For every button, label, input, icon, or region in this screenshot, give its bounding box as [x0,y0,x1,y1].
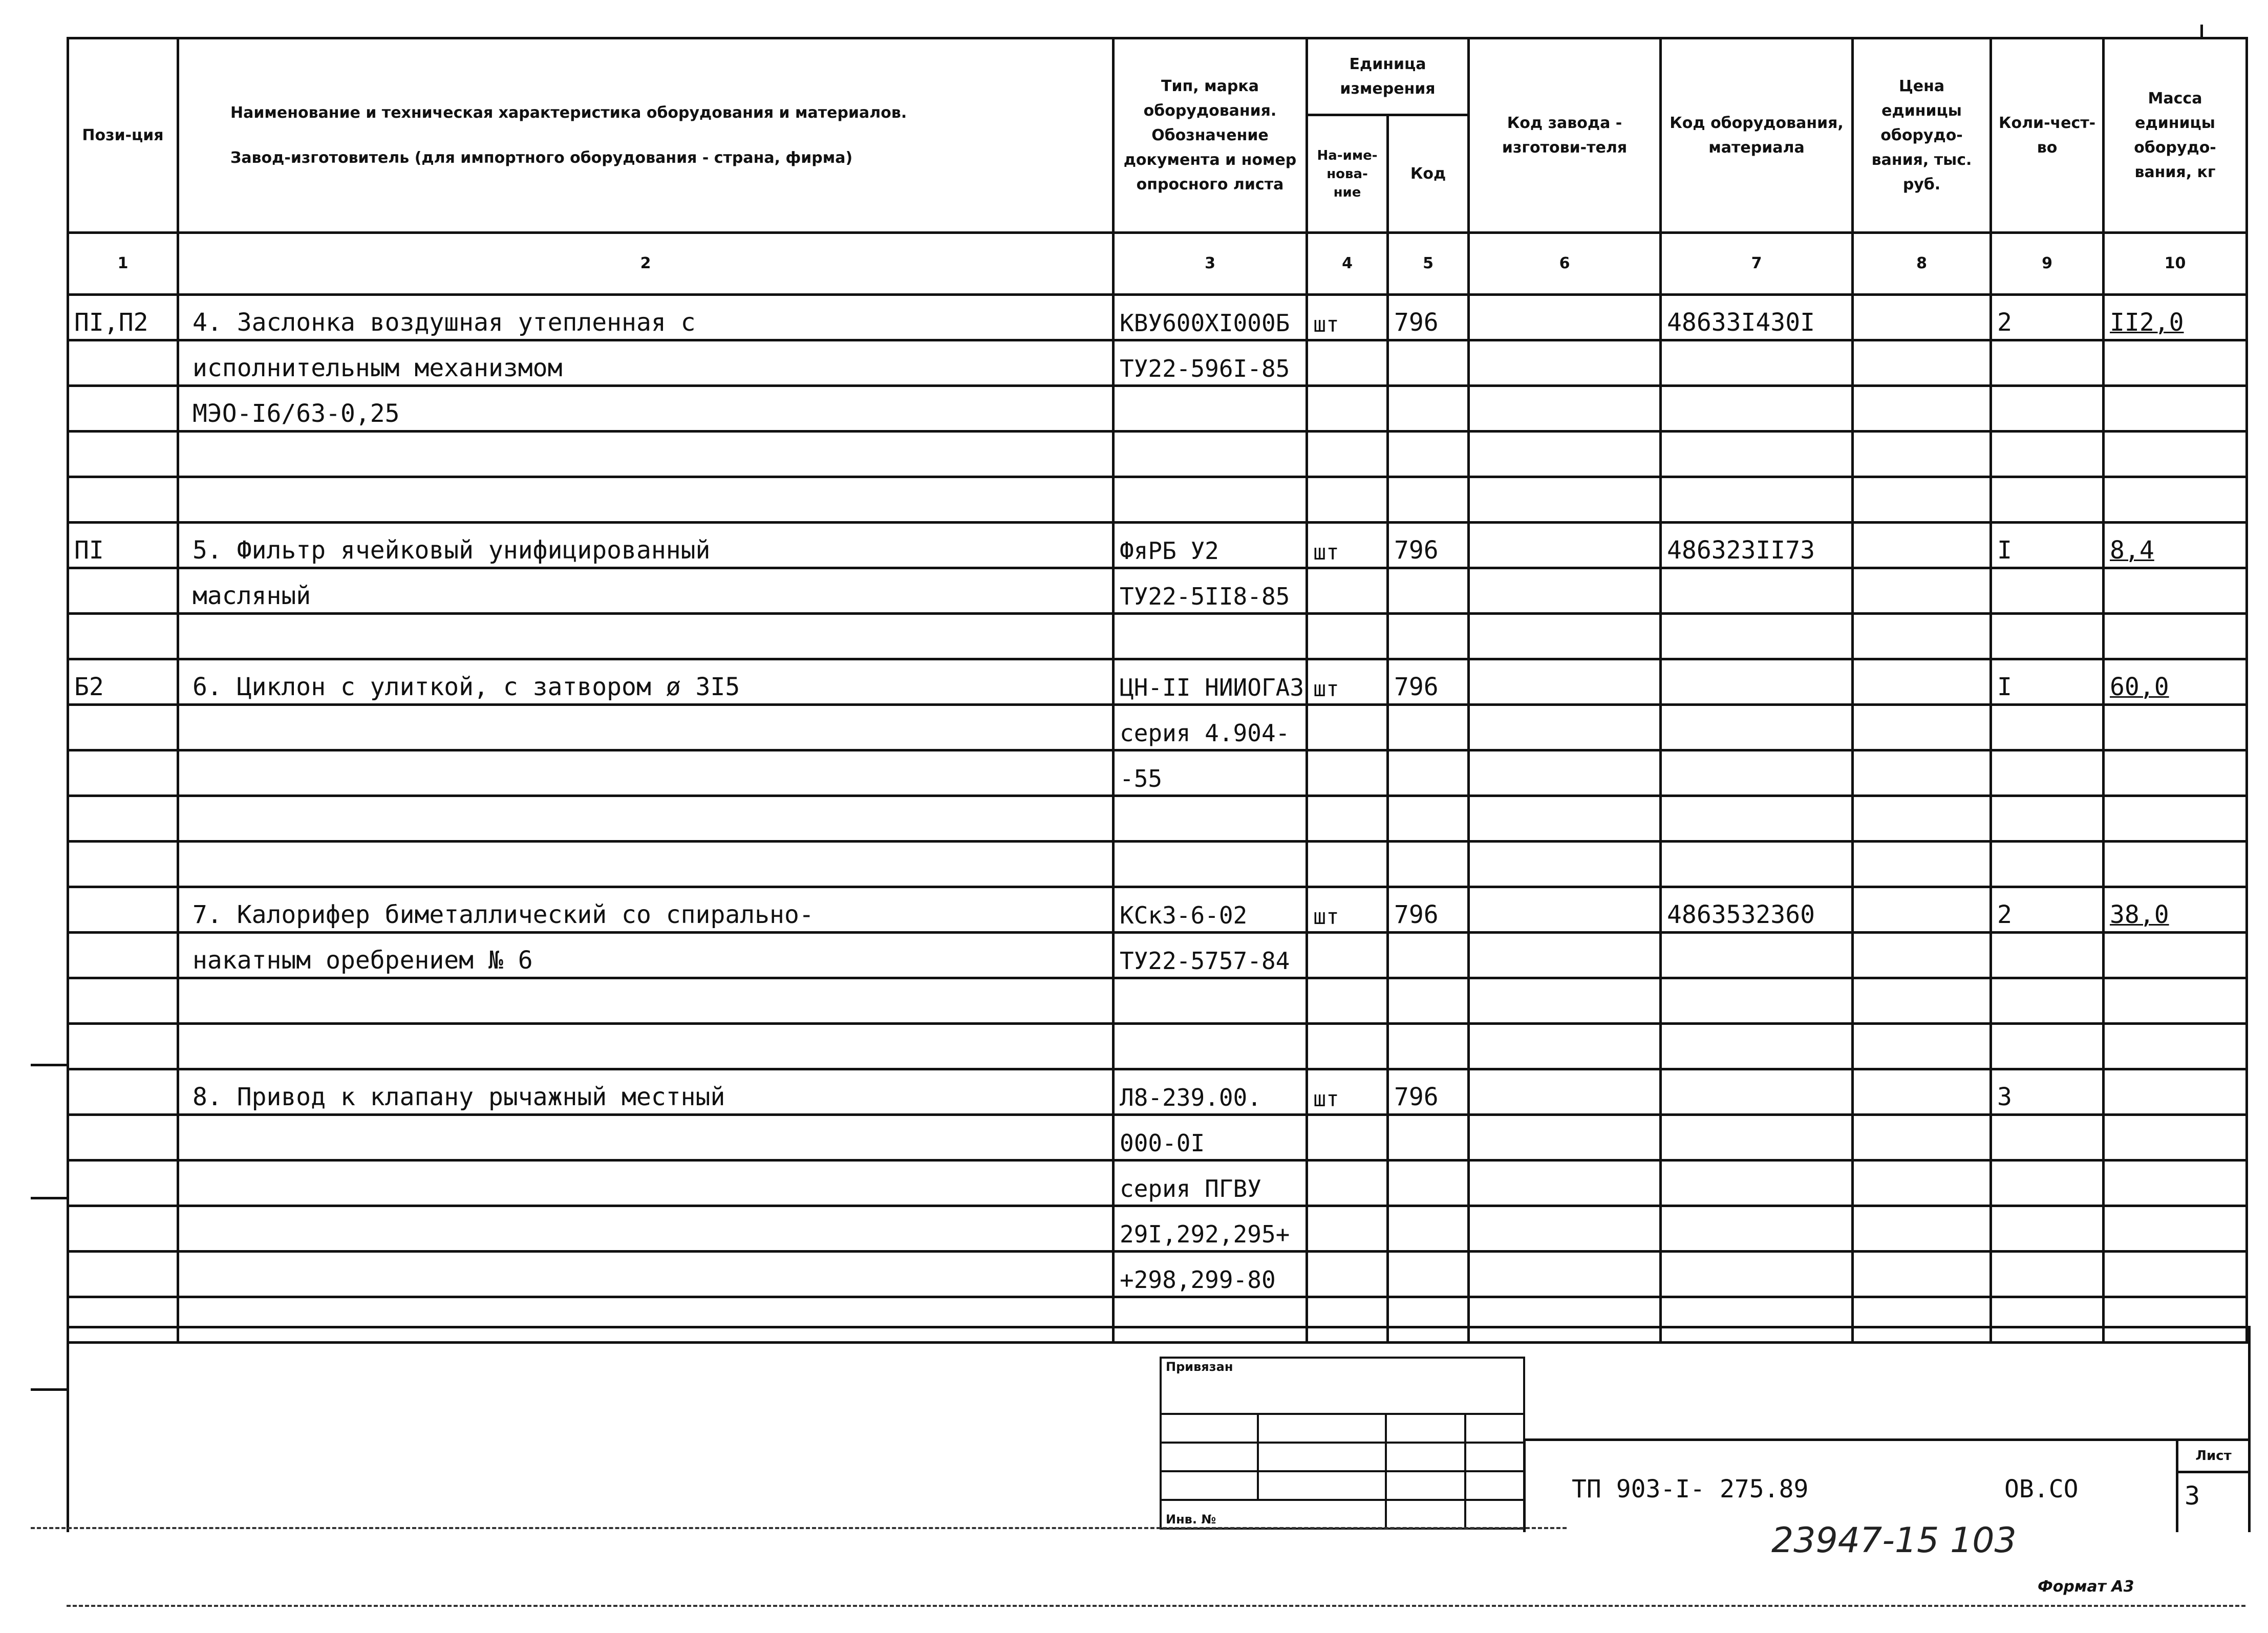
row-equipment-code: 48633I430I [1661,295,1853,340]
column-number-row [68,233,2247,295]
row-factory-code [1469,705,1661,750]
specification-body [68,295,2247,1343]
column-number: 9 [1991,233,2104,295]
row-quantity [1991,340,2104,386]
row-type: ЦН-II НИИОГАЗ [1114,659,1307,705]
row-type: 000-0I [1114,1115,1307,1161]
row-unit [1307,340,1388,386]
row-name [178,842,1114,887]
column-number: 6 [1469,233,1661,295]
row-quantity [1991,978,2104,1024]
document-code: ТП 903-I- 275.89 [1572,1475,1809,1503]
row-position [68,705,178,750]
row-position [68,842,178,887]
table-row [68,523,2247,568]
row-mass [2104,1206,2247,1252]
row-quantity [1991,386,2104,432]
row-name: 6. Циклон с улиткой, с затвором ø 3I5 [178,659,1114,705]
row-type: -55 [1114,750,1307,796]
row-mass [2104,432,2247,477]
table-row [68,432,2247,477]
row-equipment-code [1661,386,1853,432]
row-unit: шт [1307,887,1388,933]
row-factory-code [1469,340,1661,386]
row-price [1853,659,1991,705]
table-row [68,1206,2247,1252]
row-name [178,477,1114,523]
row-unit-code [1388,933,1469,978]
row-mass: II2,0 [2104,295,2247,340]
header-name-line2: Завод-изготовитель (для импортного оборудования - страна, фирма) [230,148,853,167]
cut-line [67,1605,2245,1607]
row-unit [1307,933,1388,978]
row-price [1853,1206,1991,1252]
row-price [1853,614,1991,659]
row-unit-code [1388,1161,1469,1206]
row-name: исполнительным механизмом [178,340,1114,386]
row-price [1853,842,1991,887]
corner-tick [2200,25,2203,37]
row-type [1114,796,1307,842]
row-mass [2104,796,2247,842]
row-unit [1307,1252,1388,1297]
row-mass [2104,933,2247,978]
row-unit [1307,568,1388,614]
row-quantity [1991,1161,2104,1206]
row-name [178,1252,1114,1297]
row-mass [2104,1024,2247,1069]
row-unit-code [1388,568,1469,614]
row-type [1114,432,1307,477]
row-equipment-code [1661,978,1853,1024]
row-factory-code [1469,1252,1661,1297]
row-equipment-code [1661,432,1853,477]
header-factory-code: Код завода - изготови-теля [1469,38,1661,233]
row-price [1853,705,1991,750]
row-unit-code [1388,978,1469,1024]
row-type: 29I,292,295+ [1114,1206,1307,1252]
sheet-number: 3 [2185,1481,2200,1511]
table-row [68,887,2247,933]
row-name [178,705,1114,750]
row-mass [2104,842,2247,887]
row-unit [1307,796,1388,842]
row-unit: шт [1307,659,1388,705]
row-quantity [1991,477,2104,523]
row-unit [1307,750,1388,796]
row-unit [1307,1206,1388,1252]
row-unit-code [1388,614,1469,659]
row-name: накатным оребрением № 6 [178,933,1114,978]
table-row [68,1252,2247,1297]
row-factory-code [1469,523,1661,568]
row-mass [2104,1069,2247,1115]
row-mass [2104,340,2247,386]
row-quantity: 3 [1991,1069,2104,1115]
row-unit [1307,1024,1388,1069]
header-mass: Масса единицы оборудо-вания, кг [2104,38,2247,233]
column-number: 10 [2104,233,2247,295]
row-quantity [1991,705,2104,750]
row-name: масляный [178,568,1114,614]
row-quantity [1991,842,2104,887]
row-unit-code: 796 [1388,659,1469,705]
column-number: 2 [178,233,1114,295]
row-equipment-code [1661,933,1853,978]
row-price [1853,340,1991,386]
row-equipment-code [1661,659,1853,705]
row-position [68,796,178,842]
header-unit-group: Единица измерения [1307,38,1469,115]
row-equipment-code [1661,477,1853,523]
row-name [178,978,1114,1024]
row-equipment-code [1661,705,1853,750]
row-unit [1307,842,1388,887]
row-quantity [1991,1206,2104,1252]
row-position: ПI [68,523,178,568]
table-row [68,1069,2247,1115]
table-row [68,614,2247,659]
sheet-box [2176,1441,2251,1532]
row-factory-code [1469,568,1661,614]
row-type: КСк3-6-02 [1114,887,1307,933]
row-quantity [1991,432,2104,477]
row-equipment-code [1661,568,1853,614]
approval-stamp [1160,1357,1525,1530]
margin-tick [31,1197,67,1199]
row-quantity [1991,750,2104,796]
bottom-trim-line [31,1527,1567,1529]
row-type [1114,978,1307,1024]
header-unit-code: Код [1388,115,1469,233]
row-position [68,978,178,1024]
section-code: ОВ.СО [2004,1475,2079,1503]
row-name [178,796,1114,842]
row-quantity [1991,933,2104,978]
row-position [68,614,178,659]
row-price [1853,750,1991,796]
row-factory-code [1469,386,1661,432]
row-unit-code [1388,1206,1469,1252]
table-row [68,477,2247,523]
row-type [1114,477,1307,523]
row-factory-code [1469,614,1661,659]
row-unit-code: 796 [1388,523,1469,568]
row-quantity: I [1991,659,2104,705]
row-equipment-code [1661,842,1853,887]
row-position [68,933,178,978]
header-type: Тип, марка оборудования. Обозначение документа и номер опросного листа [1114,38,1307,233]
column-number: 1 [68,233,178,295]
row-quantity [1991,1024,2104,1069]
row-factory-code [1469,1161,1661,1206]
row-type: серия 4.904- [1114,705,1307,750]
table-row [68,340,2247,386]
row-mass [2104,614,2247,659]
table-row [68,933,2247,978]
row-equipment-code [1661,750,1853,796]
row-unit-code [1388,796,1469,842]
stamp-linked-label: Привязан [1161,1358,1524,1414]
row-factory-code [1469,887,1661,933]
row-unit-code: 796 [1388,1069,1469,1115]
row-mass: 8,4 [2104,523,2247,568]
row-unit-code [1388,1115,1469,1161]
row-type: Л8-239.00. [1114,1069,1307,1115]
header-unit-name: На-име-нова-ние [1307,115,1388,233]
row-price [1853,796,1991,842]
row-unit-code [1388,386,1469,432]
row-type [1114,842,1307,887]
row-position [68,887,178,933]
row-position [68,1115,178,1161]
row-type [1114,614,1307,659]
row-name [178,750,1114,796]
row-unit-code: 796 [1388,295,1469,340]
row-mass [2104,1252,2247,1297]
row-price [1853,568,1991,614]
row-quantity [1991,796,2104,842]
row-position: ПI,П2 [68,295,178,340]
row-factory-code [1469,933,1661,978]
row-name [178,432,1114,477]
table-row [68,1161,2247,1206]
row-equipment-code [1661,1161,1853,1206]
header-price: Цена единицы оборудо-вания, тыс. руб. [1853,38,1991,233]
row-quantity: I [1991,523,2104,568]
row-type: КВУ600ХI000Б [1114,295,1307,340]
row-factory-code [1469,1206,1661,1252]
row-unit: шт [1307,295,1388,340]
table-row [68,386,2247,432]
title-block [1523,1438,2248,1532]
row-mass: 60,0 [2104,659,2247,705]
table-row [68,842,2247,887]
row-price [1853,477,1991,523]
row-price [1853,1069,1991,1115]
row-quantity: 2 [1991,887,2104,933]
margin-tick [31,1388,67,1391]
row-unit [1307,614,1388,659]
table-row [68,1115,2247,1161]
row-name [178,614,1114,659]
stamp-inventory-label: Инв. № [1161,1500,1386,1529]
row-quantity: 2 [1991,295,2104,340]
row-unit-code [1388,1024,1469,1069]
row-quantity [1991,1252,2104,1297]
row-unit-code [1388,750,1469,796]
row-price [1853,933,1991,978]
row-quantity [1991,568,2104,614]
row-quantity [1991,1115,2104,1161]
column-number: 3 [1114,233,1307,295]
row-name: 7. Калорифер биметаллический со спирально- [178,887,1114,933]
row-type [1114,1024,1307,1069]
row-unit [1307,978,1388,1024]
row-factory-code [1469,1024,1661,1069]
row-equipment-code [1661,1206,1853,1252]
row-price [1853,432,1991,477]
row-equipment-code [1661,1115,1853,1161]
row-price [1853,386,1991,432]
row-factory-code [1469,750,1661,796]
row-unit [1307,1161,1388,1206]
row-equipment-code [1661,1069,1853,1115]
column-number: 7 [1661,233,1853,295]
row-type: ТУ22-596I-85 [1114,340,1307,386]
row-name [178,1206,1114,1252]
row-unit-code [1388,340,1469,386]
header-quantity: Коли-чест-во [1991,38,2104,233]
row-mass [2104,477,2247,523]
column-number: 8 [1853,233,1991,295]
row-position [68,1024,178,1069]
row-type: ФяРБ У2 [1114,523,1307,568]
table-row [68,295,2247,340]
row-position [68,1161,178,1206]
row-unit [1307,477,1388,523]
table-row [68,705,2247,750]
row-unit: шт [1307,523,1388,568]
row-price [1853,887,1991,933]
row-price [1853,295,1991,340]
row-equipment-code [1661,614,1853,659]
row-price [1853,978,1991,1024]
row-unit-code: 796 [1388,887,1469,933]
row-position [68,340,178,386]
row-type: +298,299-80 [1114,1252,1307,1297]
specification-table [67,37,2248,1344]
row-factory-code [1469,295,1661,340]
row-name: МЭО-I6/63-0,25 [178,386,1114,432]
row-unit-code [1388,432,1469,477]
row-mass [2104,386,2247,432]
row-mass [2104,1115,2247,1161]
row-name [178,1161,1114,1206]
row-unit [1307,432,1388,477]
row-mass [2104,750,2247,796]
column-number: 4 [1307,233,1388,295]
table-row [68,659,2247,705]
row-unit [1307,1115,1388,1161]
row-factory-code [1469,1069,1661,1115]
row-factory-code [1469,978,1661,1024]
row-equipment-code [1661,796,1853,842]
format-label: Формат А3 [2038,1578,2134,1596]
row-position [68,386,178,432]
margin-tick [31,1064,67,1066]
row-unit [1307,705,1388,750]
sheet-label: Лист [2178,1441,2249,1473]
row-position [68,477,178,523]
header-name-line1: Наименование и техническая характеристика оборудования и материалов. [230,103,907,122]
row-mass [2104,568,2247,614]
row-price [1853,1161,1991,1206]
row-factory-code [1469,477,1661,523]
row-position [68,568,178,614]
row-unit: шт [1307,1069,1388,1115]
row-unit [1307,386,1388,432]
row-price [1853,1115,1991,1161]
row-unit-code [1388,705,1469,750]
row-position [68,750,178,796]
row-equipment-code: 4863532360 [1661,887,1853,933]
row-factory-code [1469,1115,1661,1161]
row-equipment-code [1661,1252,1853,1297]
header-name [178,38,1114,233]
table-row [68,796,2247,842]
row-equipment-code [1661,1024,1853,1069]
row-type [1114,386,1307,432]
row-factory-code [1469,842,1661,887]
header-position: Пози-ция [68,38,178,233]
row-name [178,1024,1114,1069]
row-position [68,1252,178,1297]
header-equipment-code: Код оборудования, материала [1661,38,1853,233]
row-name: 8. Привод к клапану рычажный местный [178,1069,1114,1115]
table-row [68,978,2247,1024]
row-type: ТУ22-5II8-85 [1114,568,1307,614]
row-position [68,432,178,477]
row-price [1853,1252,1991,1297]
row-name: 5. Фильтр ячейковый унифицированный [178,523,1114,568]
row-type: серия ПГВУ [1114,1161,1307,1206]
row-price [1853,1024,1991,1069]
row-mass [2104,978,2247,1024]
row-position [68,1069,178,1115]
row-name [178,1115,1114,1161]
row-position [68,1206,178,1252]
table-row [68,568,2247,614]
table-row [68,1024,2247,1069]
row-unit-code [1388,477,1469,523]
row-equipment-code [1661,340,1853,386]
row-factory-code [1469,659,1661,705]
row-name: 4. Заслонка воздушная утепленная с [178,295,1114,340]
table-row [68,750,2247,796]
row-unit-code [1388,1252,1469,1297]
row-quantity [1991,614,2104,659]
row-position: Б2 [68,659,178,705]
row-mass [2104,705,2247,750]
row-price [1853,523,1991,568]
row-mass: 38,0 [2104,887,2247,933]
column-number: 5 [1388,233,1469,295]
row-factory-code [1469,432,1661,477]
row-unit-code [1388,842,1469,887]
handwritten-number: 23947-15 103 [1771,1520,2017,1561]
row-equipment-code: 486323II73 [1661,523,1853,568]
row-mass [2104,1161,2247,1206]
row-type: ТУ22-5757-84 [1114,933,1307,978]
row-factory-code [1469,796,1661,842]
